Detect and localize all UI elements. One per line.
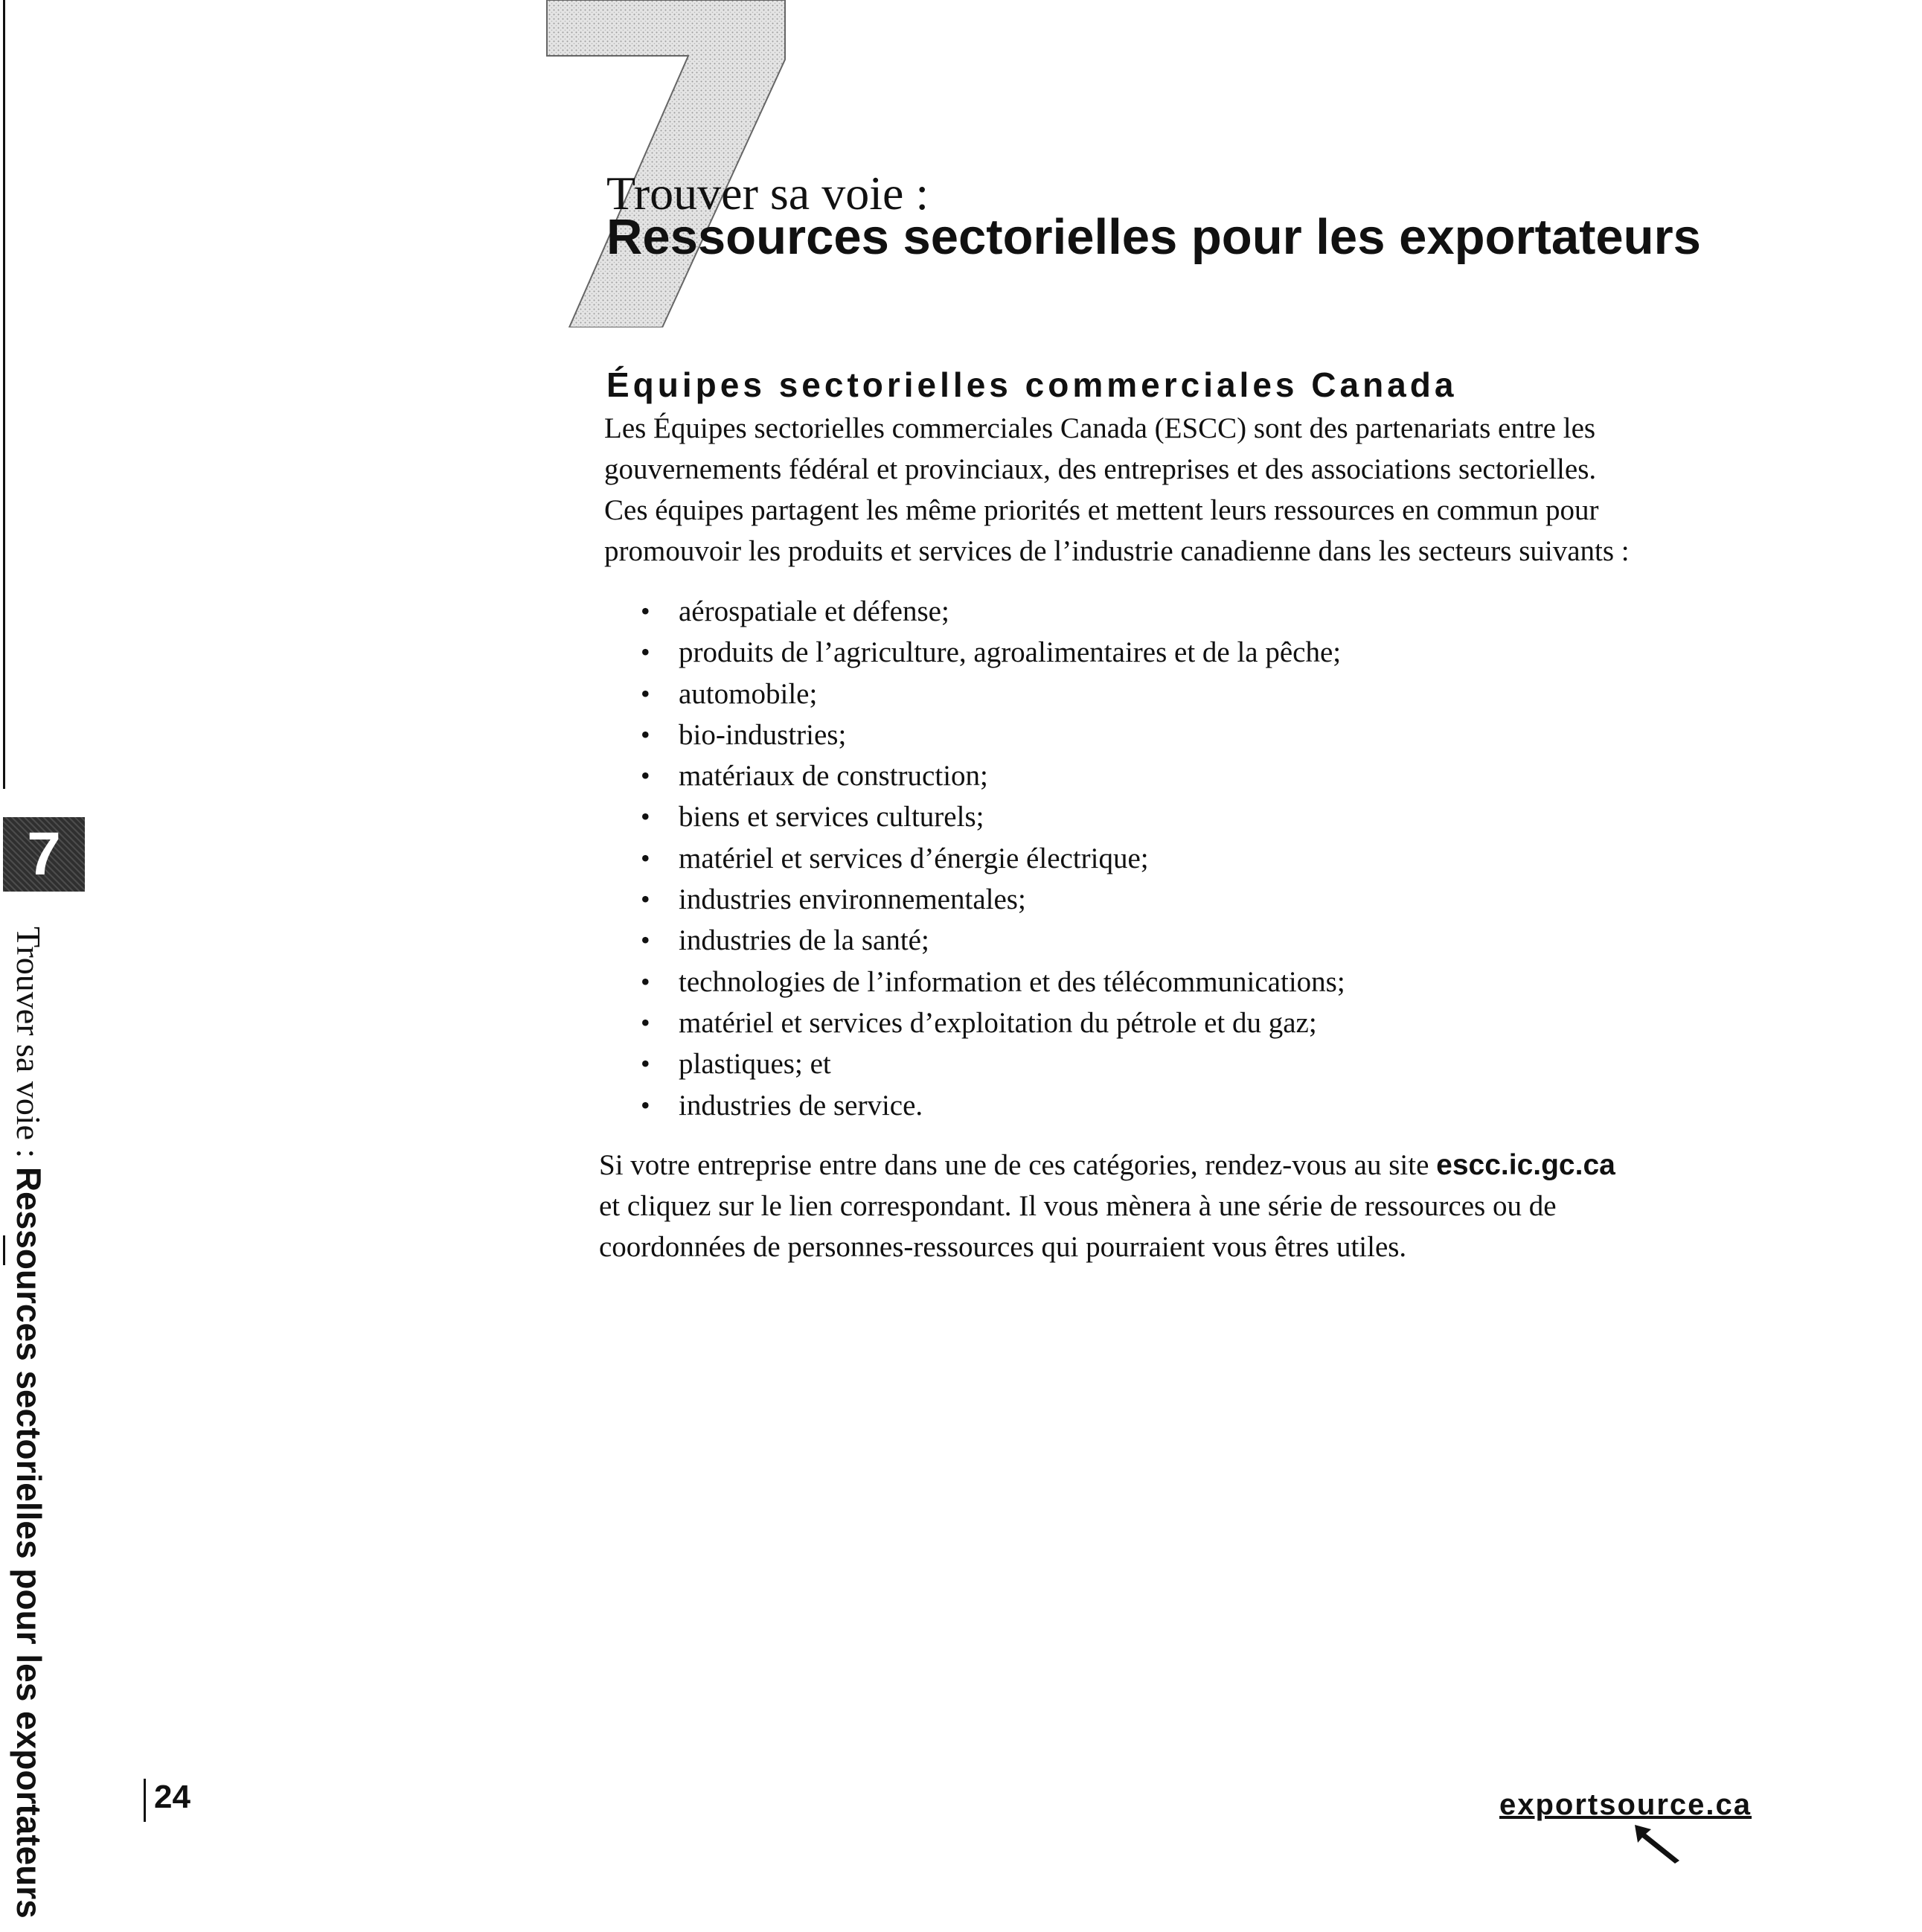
cursor-arrow-icon xyxy=(1633,1823,1685,1864)
bullet-icon: • xyxy=(641,802,650,832)
sector-label: industries de service. xyxy=(679,1089,923,1122)
running-head-bold: Ressources sectorielles pour les exportateurs xyxy=(10,1166,48,1919)
sector-label: matériaux de construction; xyxy=(679,760,988,793)
bullet-icon: • xyxy=(641,719,650,749)
list-item xyxy=(638,632,1345,673)
closing-text: Si votre entreprise entre dans une de ces catégories, rendez-vous au site xyxy=(599,1149,1437,1181)
sector-label: biens et services culturels; xyxy=(679,801,984,834)
bullet-icon: • xyxy=(641,1090,650,1120)
bullet-icon: • xyxy=(641,596,650,626)
chapter-title: Ressources sectorielles pour les exportateurs xyxy=(606,209,1701,265)
page-number-rule xyxy=(144,1779,146,1822)
closing-line: coordonnées de personnes-ressources qui pourraient vous êtres utiles. xyxy=(599,1231,1407,1263)
sector-label: plastiques; et xyxy=(679,1048,831,1081)
running-head xyxy=(11,927,46,1919)
list-item xyxy=(638,962,1345,1002)
bullet-icon: • xyxy=(641,637,650,668)
intro-line: Ces équipes partagent les même priorités et mettent leurs ressources en commun pour xyxy=(604,494,1599,526)
intro-paragraph xyxy=(604,408,1765,572)
list-item xyxy=(638,591,1345,632)
closing-line xyxy=(599,1145,1790,1186)
list-item xyxy=(638,755,1345,796)
bullet-icon: • xyxy=(641,884,650,915)
bullet-icon: • xyxy=(641,842,650,873)
list-item xyxy=(638,796,1345,837)
escc-site-link[interactable]: escc.ic.gc.ca xyxy=(1436,1149,1615,1181)
closing-paragraph xyxy=(599,1145,1790,1267)
chapter-subtitle: Trouver sa voie : xyxy=(606,167,929,220)
chapter-tab xyxy=(3,817,85,892)
page-number: 24 xyxy=(154,1779,190,1815)
margin-rule-top xyxy=(3,0,5,789)
sector-label: produits de l’agriculture, agroalimentaires et de la pêche; xyxy=(679,636,1342,669)
sector-label: industries de la santé; xyxy=(679,924,929,957)
list-item xyxy=(638,838,1345,879)
bullet-icon: • xyxy=(641,761,650,791)
list-item xyxy=(638,879,1345,920)
bullet-icon: • xyxy=(641,925,650,956)
sector-label: matériel et services d’énergie électrique; xyxy=(679,842,1149,874)
exportsource-link[interactable]: exportsource.ca xyxy=(1499,1788,1752,1821)
chapter-seven-graphic xyxy=(539,0,792,327)
sector-label: industries environnementales; xyxy=(679,883,1026,916)
sector-label: matériel et services d’exploitation du pétrole et du gaz; xyxy=(679,1006,1317,1039)
bullet-icon: • xyxy=(641,678,650,708)
list-item xyxy=(638,674,1345,714)
section-heading: Équipes sectorielles commerciales Canada xyxy=(606,365,1458,404)
list-item xyxy=(638,920,1345,961)
list-item xyxy=(638,1085,1345,1126)
intro-line: Les Équipes sectorielles commerciales Canada (ESCC) sont des partenariats entre les xyxy=(604,412,1596,444)
intro-line: gouvernements fédéral et provinciaux, des entreprises et des associations sectorielles. xyxy=(604,453,1597,485)
closing-line: et cliquez sur le lien correspondant. Il vous mènera à une série de ressources ou de xyxy=(599,1190,1557,1222)
sector-label: aérospatiale et défense; xyxy=(679,595,949,627)
sector-label: technologies de l’information et des télécommunications; xyxy=(679,965,1345,998)
intro-line: promouvoir les produits et services de l’industrie canadienne dans les secteurs suivants : xyxy=(604,535,1630,567)
chapter-tab-number: 7 xyxy=(27,820,61,888)
bullet-icon: • xyxy=(641,1049,650,1079)
sector-label: bio-industries; xyxy=(679,718,847,751)
list-item xyxy=(638,1043,1345,1084)
sector-list xyxy=(638,591,1345,1126)
list-item xyxy=(638,714,1345,755)
sector-label: automobile; xyxy=(679,677,818,710)
bullet-icon: • xyxy=(641,1007,650,1037)
margin-rule-bottom xyxy=(3,1235,5,1265)
list-item xyxy=(638,1002,1345,1043)
bullet-icon: • xyxy=(641,966,650,997)
running-head-regular: Trouver sa voie : xyxy=(10,927,48,1167)
